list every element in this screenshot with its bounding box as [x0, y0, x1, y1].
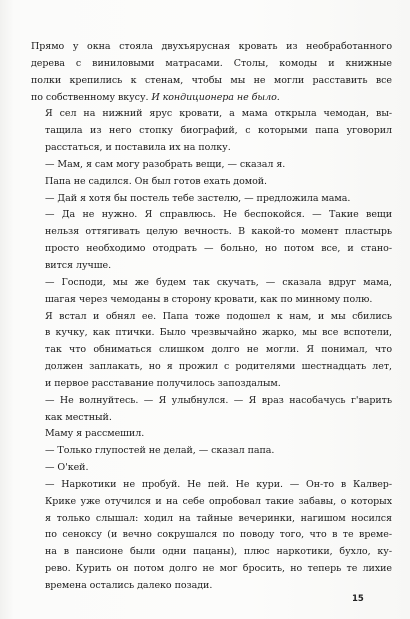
paragraph — [31, 393, 392, 427]
text-line: — Мам, я сам могу разобрать вещи, — сказал я. — [45, 158, 286, 170]
italic-text: И кондиционера не было. — [148, 91, 280, 103]
text-line: полки крепились к стенам, чтобы мы не могли расставить все — [31, 74, 392, 86]
text-line: Прямо у окна стояла двухъярусная кровать из необработанного — [31, 41, 392, 52]
text-line: на в пансионе были одни пацаны), плюс наркотики, бухло, ку- — [45, 546, 392, 558]
text-line: тащила из него стопку биографий, с которыми папа уговорил — [45, 125, 392, 137]
text-line: — Дай я хотя бы постель тебе застелю, — предложила мама. — [45, 192, 351, 204]
paragraph — [31, 275, 392, 309]
text-line: в кучку, как птички. Было чрезвычайно жарко, мы все вспотели, — [45, 327, 392, 339]
text-line: — Да не нужно. Я справлюсь. Не беспокойся. — Такие вещи — [45, 209, 392, 221]
text-line: рево. Курить он потом долго не мог бросить, но теперь те лихие — [45, 563, 392, 575]
text-line: Я сел на нижний ярус кровати, а мама открыла чемодан, вы- — [45, 108, 392, 120]
paragraph — [31, 174, 392, 191]
text-line: Крике уже отучился и на себе опробовал такие забавы, о которых — [45, 495, 392, 507]
text-run: по собственному вкусу. — [31, 91, 149, 103]
text-line: по сеноксу (и вечно сокрушался по поводу того, что в те време- — [45, 529, 392, 541]
paragraph — [31, 207, 392, 274]
paragraph — [31, 157, 392, 174]
text-line: расстаться, и поставила их на полку. — [45, 142, 231, 154]
text-line: вится лучше. — [45, 259, 112, 271]
text-line: шагая через чемоданы в сторону кровати, как по минному полю. — [45, 293, 373, 305]
paragraph — [31, 309, 392, 393]
paragraph — [31, 443, 392, 460]
text-line: я только слышал: ходил на тайные вечеринки, нагишом носился — [45, 512, 392, 524]
text-line: так что обниматься слишком долго не могли. Я понимал, что — [45, 344, 392, 356]
text-line: — Только глупостей не делай, — сказал папа. — [45, 445, 275, 457]
page-number: 15 — [352, 594, 364, 604]
text-line: должен заплакать, но я прожил с родителями шестнадцать лет, — [45, 361, 392, 373]
paragraph — [31, 477, 392, 595]
text-line: Папа не садился. Он был готов ехать домой. — [45, 175, 268, 187]
text-line: дерева с виниловыми матрасами. Столы, комоды и книжные — [31, 57, 392, 69]
text-line — [31, 90, 392, 107]
paragraph — [31, 460, 392, 477]
text-line: — Господи, мы же будем так скучать, — сказала вдруг мама, — [45, 276, 392, 288]
text-line: как местный. — [45, 411, 112, 423]
text-line: — О'кей. — [45, 462, 89, 474]
text-line: и первое расставание получилось запоздалым. — [45, 377, 281, 389]
paragraph — [31, 39, 392, 106]
text-line: Я встал и обнял ее. Папа тоже подошел к нам, и мы сбились — [45, 310, 392, 322]
text-line: — Наркотики не пробуй. Не пей. Не кури. — Он-то в Калвер- — [45, 478, 392, 490]
paragraph — [31, 191, 392, 208]
text-line: времена остались далеко позади. — [45, 580, 213, 591]
text-line: Маму я рассмешил. — [45, 428, 145, 440]
text-line: просто необходимо отодрать — больно, но потом все, и стано- — [45, 243, 392, 255]
paragraph — [31, 106, 392, 157]
paragraph — [31, 426, 392, 443]
body-text — [31, 39, 392, 595]
text-line: нельзя оттягивать целую вечность. В какой-то момент пластырь — [45, 226, 392, 238]
text-line: — Не волнуйтесь. — Я улыбнулся. — Я враз насобачусь г'варить — [45, 394, 392, 406]
